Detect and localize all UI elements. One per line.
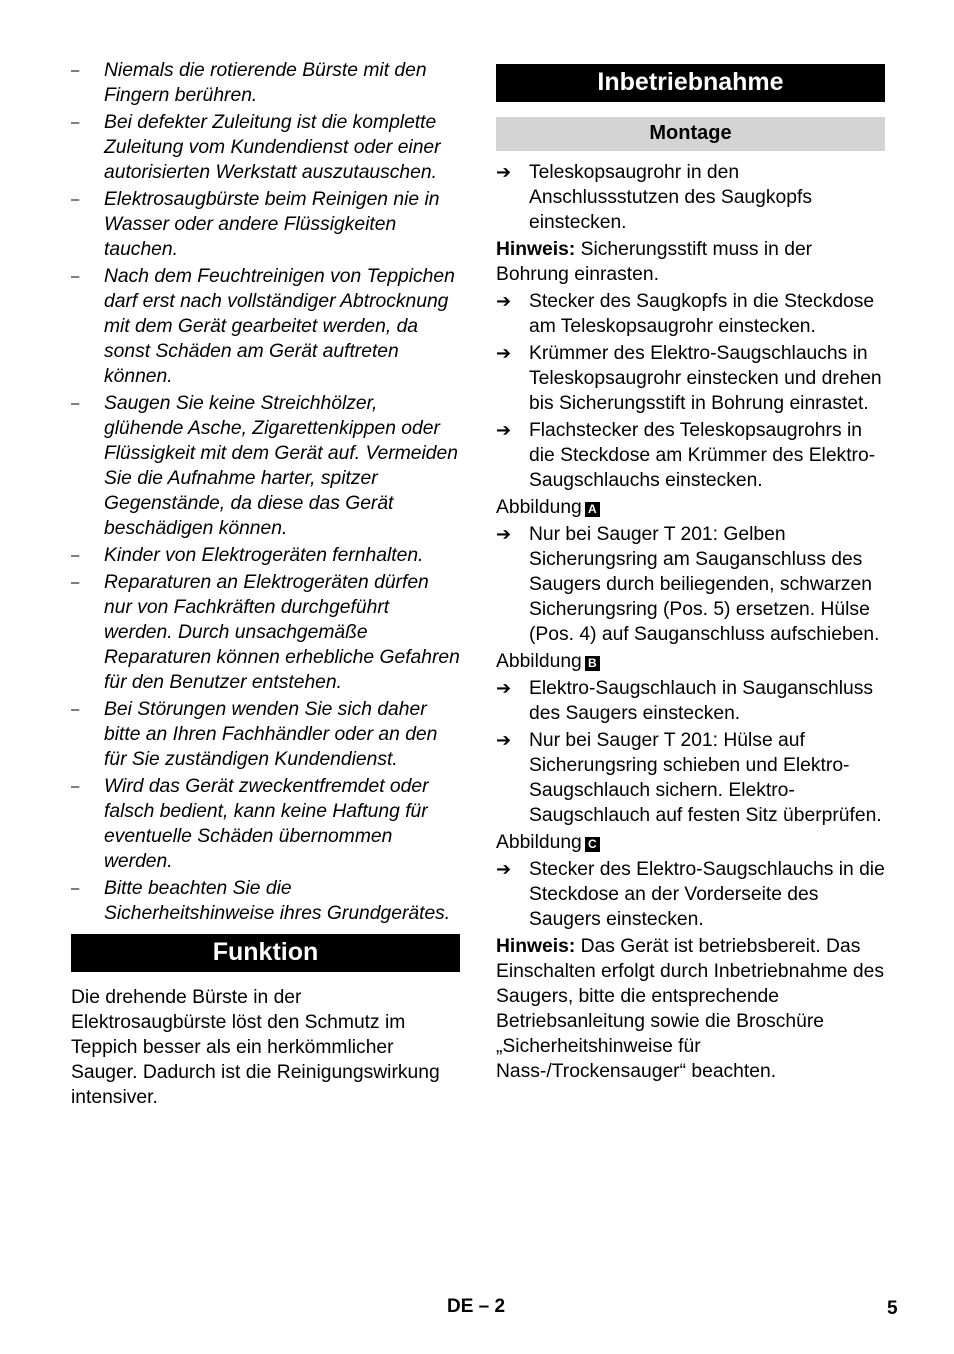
figure-reference: [496, 649, 885, 674]
montage-subheading: Montage: [496, 117, 885, 151]
safety-item: [71, 391, 460, 541]
safety-item: [71, 876, 460, 926]
arrow-icon: ➔: [496, 343, 512, 363]
step-text: Stecker des Saugkopfs in die Steckdose am Teleskopsaugrohr einstecken.: [529, 291, 875, 337]
safety-text: Bitte beachten Sie die Sicherheitshinweise ihres Grundgerätes.: [104, 878, 451, 924]
step-item: [496, 289, 885, 339]
dash-bullet: –: [71, 547, 80, 564]
figure-a-marker: A: [585, 502, 600, 517]
step-item: [496, 728, 885, 828]
figure-reference: [496, 495, 885, 520]
figure-label: Abbildung: [496, 651, 582, 672]
arrow-icon: ➔: [496, 162, 512, 182]
safety-text: Bei Störungen wenden Sie sich daher bitte an Ihren Fachhändler oder an den für Sie zuständigen Kundendienst.: [104, 699, 438, 770]
step-text: Flachstecker des Teleskopsaugrohrs in die Steckdose am Krümmer des Elektro-Saugschlauchs einstecken.: [529, 420, 876, 491]
dash-bullet: –: [71, 395, 80, 412]
dash-bullet: –: [71, 268, 80, 285]
note-label: Hinweis:: [496, 936, 576, 957]
safety-text: Niemals die rotierende Bürste mit den Fingern berühren.: [104, 60, 427, 106]
safety-text: Wird das Gerät zweckentfremdet oder falsch bedient, kann keine Haftung für eventuelle Schäden übernommen werden.: [104, 776, 429, 872]
funktion-text: Die drehende Bürste in der Elektrosaugbürste löst den Schmutz im Teppich besser als ein herkömmlicher Sauger. Dadurch ist die Reinigungswirkung intensiver.: [71, 987, 440, 1108]
safety-item: [71, 110, 460, 185]
footer-language-page: DE – 2: [447, 1296, 506, 1317]
step-item: [496, 418, 885, 493]
safety-item: [71, 58, 460, 108]
figure-label: Abbildung: [496, 497, 582, 518]
figure-reference: [496, 830, 885, 855]
note: [496, 237, 885, 287]
right-column: [496, 58, 885, 1086]
safety-text: Saugen Sie keine Streichhölzer, glühende Asche, Zigarettenkippen oder Flüssigkeit mit dem Gerät auf. Vermeiden Sie die Aufnahme harter, spitzer Gegenstände, da diese das Gerät beschädigen können.: [104, 393, 458, 539]
step-text: Nur bei Sauger T 201: Gelben Sicherungsring am Sauganschluss des Saugers durch beiliegenden, schwarzen Sicherungsring (Pos. 5) ersetzen. Hülse (Pos. 4) auf Sauganschluss aufschieben.: [529, 524, 880, 645]
note-text: Das Gerät ist betriebsbereit. Das Einschalten erfolgt durch Inbetriebnahme des Saugers, bitte die entsprechende Betriebsanleitung sowie die Broschüre „Sicherheitshinweise für Nass-/Trockensauger“ beachten.: [496, 936, 885, 1082]
dash-bullet: –: [71, 880, 80, 897]
safety-text: Elektrosaugbürste beim Reinigen nie in Wasser oder andere Flüssigkeiten tauchen.: [104, 189, 440, 260]
step-text: Nur bei Sauger T 201: Hülse auf Sicherungsring schieben und Elektro-Saugschlauch sichern. Elektro-Saugschlauch auf festen Sitz überprüfen.: [529, 730, 882, 826]
dash-bullet: –: [71, 574, 80, 591]
step-text: Stecker des Elektro-Saugschlauchs in die Steckdose an der Vorderseite des Saugers einstecken.: [529, 859, 885, 930]
dash-bullet: –: [71, 701, 80, 718]
safety-text: Bei defekter Zuleitung ist die komplette Zuleitung vom Kundendienst oder einer autorisierten Werkstatt auszutauschen.: [104, 112, 441, 183]
figure-label: Abbildung: [496, 832, 582, 853]
safety-item: [71, 543, 460, 568]
step-item: [496, 857, 885, 932]
dash-bullet: –: [71, 778, 80, 795]
page-number: 5: [887, 1298, 898, 1319]
step-item: [496, 160, 885, 235]
safety-item: [71, 264, 460, 389]
safety-text: Reparaturen an Elektrogeräten dürfen nur von Fachkräften durchgeführt werden. Durch unsachgemäße Reparaturen können erhebliche Gefahren für den Benutzer entstehen.: [104, 572, 460, 693]
step-item: [496, 522, 885, 647]
figure-b-marker: B: [585, 656, 600, 671]
note: [496, 934, 885, 1084]
safety-item: [71, 697, 460, 772]
dash-bullet: –: [71, 191, 80, 208]
arrow-icon: ➔: [496, 678, 512, 698]
safety-item: [71, 774, 460, 874]
safety-item: [71, 187, 460, 262]
step-item: [496, 676, 885, 726]
step-text: Elektro-Saugschlauch in Sauganschluss des Saugers einstecken.: [529, 678, 874, 724]
note-label: Hinweis:: [496, 239, 576, 260]
funktion-heading: Funktion: [71, 934, 460, 972]
safety-text: Nach dem Feuchtreinigen von Teppichen darf erst nach vollständiger Abtrocknung mit dem Gerät gearbeitet werden, da sonst Schäden am Gerät auftreten können.: [104, 266, 455, 387]
arrow-icon: ➔: [496, 420, 512, 440]
dash-bullet: –: [71, 114, 80, 131]
left-column: [71, 58, 460, 1112]
step-text: Teleskopsaugrohr in den Anschlussstutzen des Saugkopfs einstecken.: [529, 162, 812, 233]
safety-text: Kinder von Elektrogeräten fernhalten.: [104, 545, 424, 566]
inbetriebnahme-heading: Inbetriebnahme: [496, 64, 885, 102]
arrow-icon: ➔: [496, 730, 512, 750]
arrow-icon: ➔: [496, 524, 512, 544]
safety-item: [71, 570, 460, 695]
dash-bullet: –: [71, 62, 80, 79]
note-text: Sicherungsstift muss in der Bohrung einrasten.: [496, 239, 813, 285]
step-text: Krümmer des Elektro-Saugschlauchs in Teleskopsaugrohr einstecken und drehen bis Sicherungsstift in Bohrung einrastet.: [529, 343, 882, 414]
step-item: [496, 341, 885, 416]
arrow-icon: ➔: [496, 291, 512, 311]
arrow-icon: ➔: [496, 859, 512, 879]
figure-c-marker: C: [585, 837, 600, 852]
